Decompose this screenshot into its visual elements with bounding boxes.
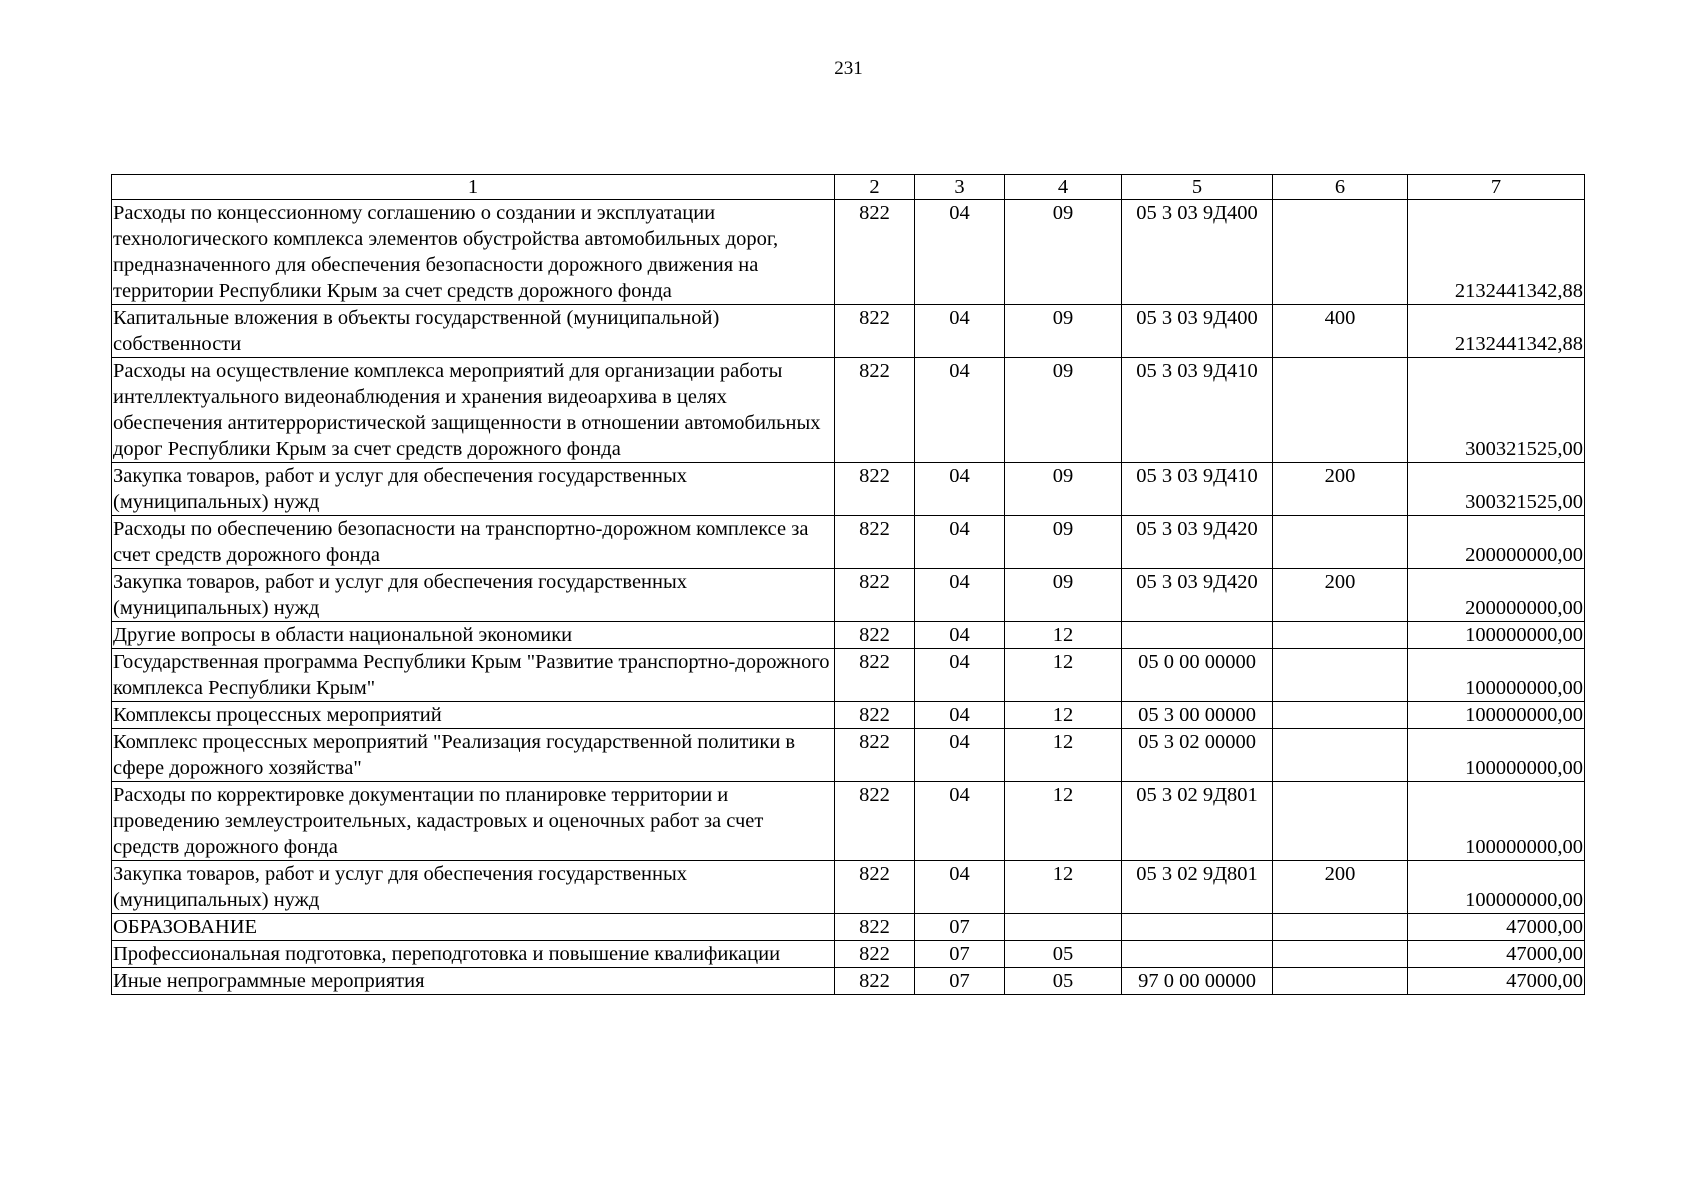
row-expense-type-cell: 200 [1273,569,1408,622]
table-row [112,200,1585,305]
table-row [112,305,1585,358]
row-grbs-cell: 822 [835,516,915,569]
row-name-cell: Иные непрограммные мероприятия [112,968,835,995]
row-target-article-cell: 05 3 00 00000 [1122,702,1273,729]
row-name-cell: Профессиональная подготовка, переподготовка и повышение квалификации [112,941,835,968]
row-name-cell: Капитальные вложения в объекты государственной (муниципальной) собственности [112,305,835,358]
budget-table [111,174,1585,995]
row-sum-cell: 47000,00 [1408,914,1585,941]
row-target-article-cell: 05 3 02 00000 [1122,729,1273,782]
row-name-cell: Комплекс процессных мероприятий "Реализация государственной политики в сфере дорожного хозяйства" [112,729,835,782]
row-section-cell: 07 [915,914,1005,941]
row-sum-cell: 2132441342,88 [1408,200,1585,305]
row-section-cell: 04 [915,516,1005,569]
row-sum-cell: 100000000,00 [1408,782,1585,861]
row-expense-type-cell [1273,702,1408,729]
row-expense-type-cell: 200 [1273,463,1408,516]
row-section-cell: 04 [915,358,1005,463]
table-row [112,914,1585,941]
row-grbs-cell: 822 [835,782,915,861]
row-name-cell: Закупка товаров, работ и услуг для обеспечения государственных (муниципальных) нужд [112,463,835,516]
row-target-article-cell: 05 3 03 9Д400 [1122,200,1273,305]
row-grbs-cell: 822 [835,729,915,782]
row-subsection-cell: 09 [1005,305,1122,358]
row-expense-type-cell [1273,968,1408,995]
row-name-cell: ОБРАЗОВАНИЕ [112,914,835,941]
row-name-cell: Государственная программа Республики Крым "Развитие транспортно-дорожного комплекса Республики Крым" [112,649,835,702]
row-name-cell: Расходы по концессионному соглашению о создании и эксплуатации технологического комплекса элементов обустройства автомобильных дорог, предназначенного для обеспечения безопасности дорожного движения на территории Республики Крым за счет средств дорожного фонда [112,200,835,305]
row-expense-type-cell [1273,941,1408,968]
row-grbs-cell: 822 [835,358,915,463]
page-number: 231 [834,58,863,79]
row-grbs-cell: 822 [835,569,915,622]
row-grbs-cell: 822 [835,622,915,649]
row-grbs-cell: 822 [835,914,915,941]
row-name-cell: Закупка товаров, работ и услуг для обеспечения государственных (муниципальных) нужд [112,861,835,914]
table-row [112,861,1585,914]
row-target-article-cell [1122,622,1273,649]
table-row [112,358,1585,463]
row-subsection-cell: 12 [1005,702,1122,729]
row-name-cell: Другие вопросы в области национальной экономики [112,622,835,649]
row-name-cell: Закупка товаров, работ и услуг для обеспечения государственных (муниципальных) нужд [112,569,835,622]
row-subsection-cell: 12 [1005,782,1122,861]
row-name-cell: Расходы на осуществление комплекса мероприятий для организации работы интеллектуального видеонаблюдения и хранения видеоархива в целях обеспечения антитеррористической защищенности в отношении автомобильных дорог Республики Крым за счет средств дорожного фонда [112,358,835,463]
row-sum-cell: 300321525,00 [1408,358,1585,463]
row-subsection-cell: 09 [1005,516,1122,569]
row-section-cell: 04 [915,861,1005,914]
row-subsection-cell: 09 [1005,463,1122,516]
header-cell-6: 6 [1273,175,1408,200]
row-name-cell: Комплексы процессных мероприятий [112,702,835,729]
row-expense-type-cell [1273,914,1408,941]
row-sum-cell: 47000,00 [1408,941,1585,968]
row-grbs-cell: 822 [835,702,915,729]
header-cell-1: 1 [112,175,835,200]
row-name-cell: Расходы по обеспечению безопасности на транспортно-дорожном комплексе за счет средств дорожного фонда [112,516,835,569]
row-target-article-cell: 05 3 03 9Д420 [1122,569,1273,622]
table-row [112,649,1585,702]
row-expense-type-cell [1273,622,1408,649]
header-cell-2: 2 [835,175,915,200]
table-header-row [112,175,1585,200]
row-grbs-cell: 822 [835,649,915,702]
table-row [112,622,1585,649]
table-row [112,516,1585,569]
row-sum-cell: 100000000,00 [1408,729,1585,782]
row-sum-cell: 200000000,00 [1408,516,1585,569]
row-target-article-cell: 05 0 00 00000 [1122,649,1273,702]
row-section-cell: 04 [915,702,1005,729]
table-row [112,968,1585,995]
row-subsection-cell: 12 [1005,861,1122,914]
table-row [112,463,1585,516]
row-target-article-cell [1122,914,1273,941]
row-grbs-cell: 822 [835,305,915,358]
row-subsection-cell: 09 [1005,200,1122,305]
row-section-cell: 04 [915,569,1005,622]
row-sum-cell: 100000000,00 [1408,861,1585,914]
row-subsection-cell: 09 [1005,358,1122,463]
row-target-article-cell: 05 3 03 9Д420 [1122,516,1273,569]
row-expense-type-cell [1273,516,1408,569]
row-sum-cell: 100000000,00 [1408,702,1585,729]
row-subsection-cell: 09 [1005,569,1122,622]
header-cell-7: 7 [1408,175,1585,200]
row-expense-type-cell [1273,649,1408,702]
row-target-article-cell: 05 3 03 9Д410 [1122,358,1273,463]
row-target-article-cell: 05 3 03 9Д400 [1122,305,1273,358]
row-sum-cell: 300321525,00 [1408,463,1585,516]
row-name-cell: Расходы по корректировке документации по планировке территории и проведению землеустроительных, кадастровых и оценочных работ за счет средств дорожного фонда [112,782,835,861]
table-row [112,729,1585,782]
row-grbs-cell: 822 [835,968,915,995]
row-subsection-cell: 12 [1005,622,1122,649]
row-section-cell: 04 [915,200,1005,305]
row-target-article-cell: 05 3 02 9Д801 [1122,861,1273,914]
header-cell-5: 5 [1122,175,1273,200]
row-target-article-cell: 05 3 03 9Д410 [1122,463,1273,516]
row-sum-cell: 47000,00 [1408,968,1585,995]
row-grbs-cell: 822 [835,200,915,305]
row-target-article-cell: 05 3 02 9Д801 [1122,782,1273,861]
row-subsection-cell [1005,914,1122,941]
row-sum-cell: 100000000,00 [1408,649,1585,702]
row-sum-cell: 100000000,00 [1408,622,1585,649]
row-section-cell: 04 [915,305,1005,358]
row-expense-type-cell: 400 [1273,305,1408,358]
row-section-cell: 07 [915,941,1005,968]
row-section-cell: 04 [915,729,1005,782]
table-row [112,782,1585,861]
row-grbs-cell: 822 [835,941,915,968]
header-cell-4: 4 [1005,175,1122,200]
row-target-article-cell: 97 0 00 00000 [1122,968,1273,995]
row-sum-cell: 200000000,00 [1408,569,1585,622]
row-section-cell: 04 [915,463,1005,516]
row-expense-type-cell [1273,200,1408,305]
row-expense-type-cell [1273,782,1408,861]
row-subsection-cell: 05 [1005,941,1122,968]
row-expense-type-cell [1273,358,1408,463]
row-subsection-cell: 12 [1005,649,1122,702]
header-cell-3: 3 [915,175,1005,200]
row-target-article-cell [1122,941,1273,968]
table-row [112,941,1585,968]
table-row [112,702,1585,729]
row-section-cell: 07 [915,968,1005,995]
row-grbs-cell: 822 [835,861,915,914]
row-subsection-cell: 05 [1005,968,1122,995]
row-grbs-cell: 822 [835,463,915,516]
row-section-cell: 04 [915,782,1005,861]
row-sum-cell: 2132441342,88 [1408,305,1585,358]
table-row [112,569,1585,622]
row-subsection-cell: 12 [1005,729,1122,782]
row-expense-type-cell: 200 [1273,861,1408,914]
row-expense-type-cell [1273,729,1408,782]
row-section-cell: 04 [915,622,1005,649]
row-section-cell: 04 [915,649,1005,702]
